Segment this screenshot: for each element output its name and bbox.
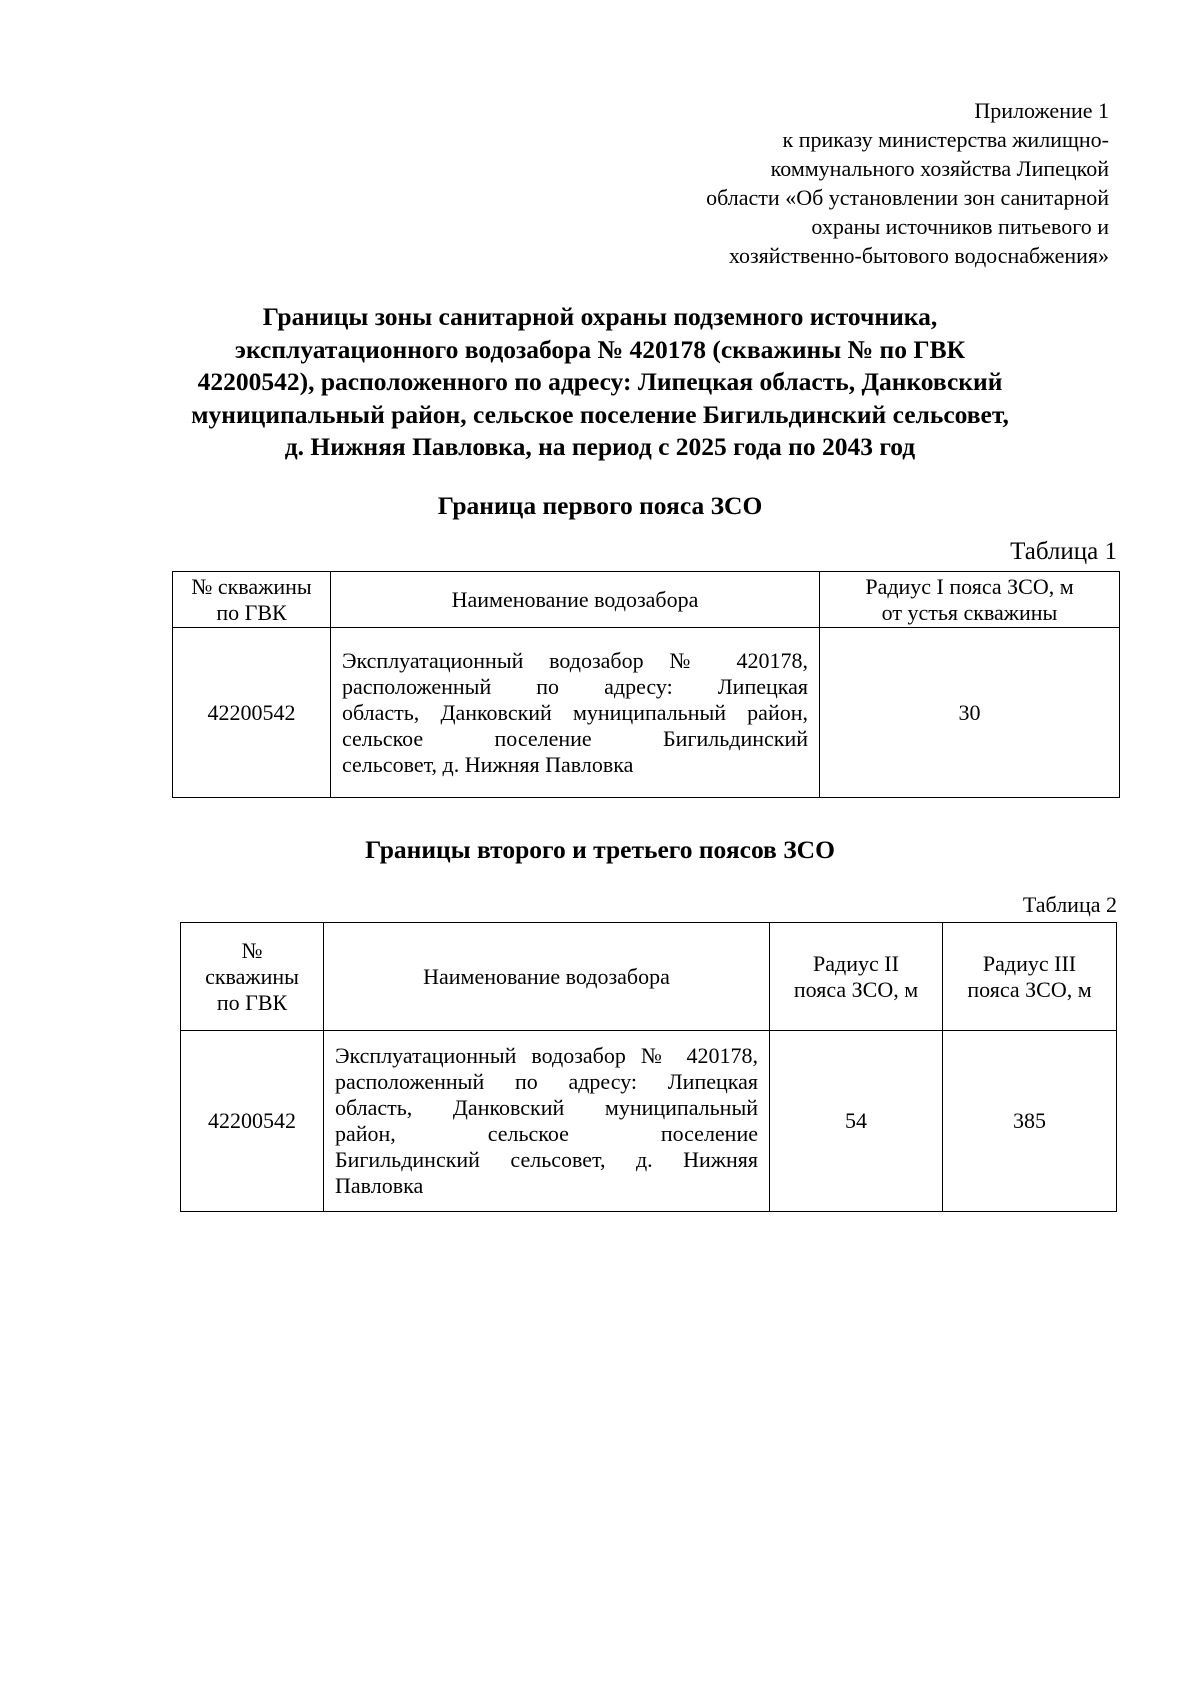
table-2-header-radius-2: Радиус II пояса ЗСО, м (770, 923, 943, 1031)
table-2-header-name: Наименование водозабора (324, 923, 770, 1031)
table-2-row (181, 1031, 1117, 1212)
table-2-header-well: № скважины по ГВК (181, 923, 324, 1031)
table-2 (180, 922, 1117, 1212)
title-line-2: эксплуатационного водозабора № 420178 (скважины № по ГВК (234, 334, 966, 364)
table-2-header-radius-3: Радиус III пояса ЗСО, м (943, 923, 1117, 1031)
title-line-4: муниципальный район, сельское поселение Бигильдинский сельсовет, (191, 399, 1009, 429)
annex-line-4: области «Об установлении зон санитарной (706, 185, 1109, 210)
title-line-3: 42200542), расположенного по адресу: Липецкая область, Данковский (197, 367, 1003, 396)
table-1-row (173, 628, 1120, 798)
annex-line-1: Приложение 1 (974, 98, 1109, 123)
table-1-header-radius: Радиус I пояса ЗСО, м от устья скважины (820, 572, 1120, 628)
table-2-cell-name: Эксплуатационный водозабор № 420178, расположенный по адресу: Липецкая область, Данковский муниципальный район, сельское поселение Бигильдинский сельсовет, д. Нижняя Павловка (324, 1031, 770, 1212)
table-1-header-row (173, 572, 1120, 628)
document-title (150, 301, 1050, 464)
table-1-header-well: № скважины по ГВК (173, 572, 331, 628)
table-2-caption: Таблица 2 (1022, 892, 1117, 917)
table-1-cell-radius: 30 (820, 628, 1120, 798)
table-2-cell-radius-3: 385 (943, 1031, 1117, 1212)
annex-line-3: коммунального хозяйства Липецкой (770, 156, 1109, 181)
table-2-cell-well: 42200542 (181, 1031, 324, 1212)
table-2-cell-radius-2: 54 (770, 1031, 943, 1212)
table-1-caption: Таблица 1 (1010, 538, 1117, 565)
annex-line-2: к приказу министерства жилищно- (782, 127, 1109, 152)
table-1-cell-name: Эксплуатационный водозабор № 420178, расположенный по адресу: Липецкая область, Данковский муниципальный район, сельское поселение Бигильдинский сельсовет, д. Нижняя Павловка (331, 628, 820, 798)
annex-line-5: охраны источников питьевого и (811, 214, 1109, 239)
table-1-cell-well: 42200542 (173, 628, 331, 798)
title-line-1: Границы зоны санитарной охраны подземного источника, (262, 302, 938, 331)
table-2-header-row (181, 923, 1117, 1031)
annex-line-6: хозяйственно-бытового водоснабжения» (728, 243, 1109, 268)
section-1-heading: Граница первого пояса ЗСО (437, 491, 763, 520)
annex-block (706, 96, 1109, 270)
title-line-5: д. Нижняя Павловка, на период с 2025 года по 2043 год (284, 432, 916, 461)
table-1 (172, 571, 1120, 798)
section-2-heading: Границы второго и третьего поясов ЗСО (365, 835, 835, 864)
table-1-header-name: Наименование водозабора (331, 572, 820, 628)
